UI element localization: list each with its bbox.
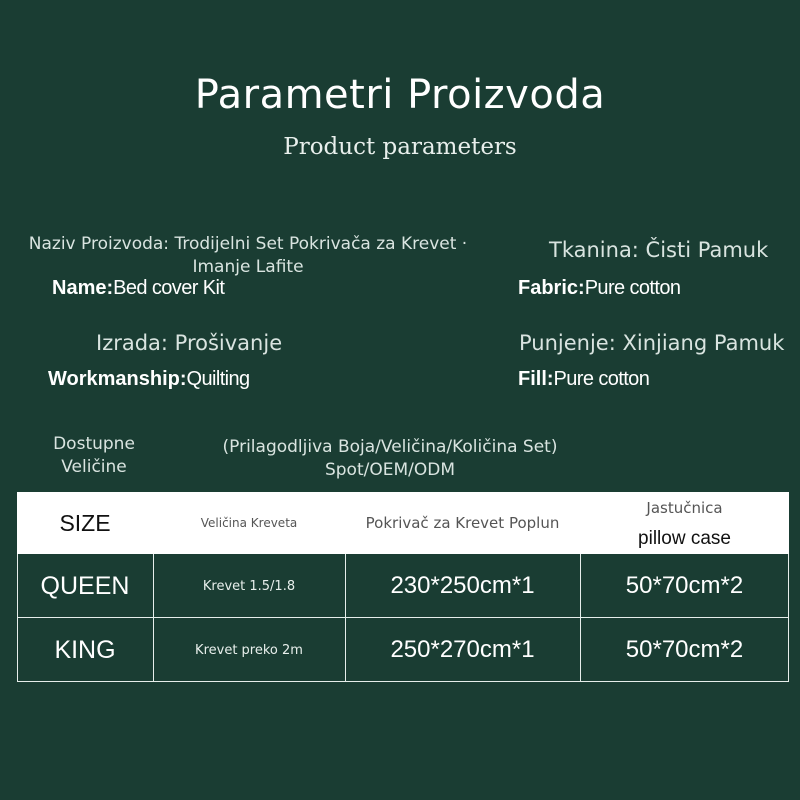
available-sizes-label: Dostupne Veličine bbox=[53, 434, 135, 477]
fill-label: Fill: bbox=[518, 368, 554, 390]
fill bbox=[518, 368, 649, 391]
table-divider bbox=[153, 554, 154, 682]
row-size: KING bbox=[54, 635, 116, 664]
workmanship bbox=[48, 368, 250, 391]
table-divider bbox=[345, 554, 346, 682]
workmanship-label: Workmanship: bbox=[48, 368, 187, 390]
table-border-right bbox=[788, 554, 789, 682]
fabric-local: Tkanina: Čisti Pamuk bbox=[549, 238, 769, 262]
page-subtitle: Product parameters bbox=[283, 134, 517, 160]
table-row-divider bbox=[17, 617, 789, 618]
name-value: Bed cover Kit bbox=[113, 277, 225, 299]
fabric-label: Fabric: bbox=[518, 277, 585, 299]
fabric-value: Pure cotton bbox=[584, 277, 681, 299]
page-title: Parametri Proizvoda bbox=[194, 72, 606, 118]
row-size: QUEEN bbox=[40, 571, 130, 600]
customization-note-line2: Spot/OEM/ODM bbox=[324, 460, 456, 480]
fabric bbox=[518, 277, 680, 300]
customization-note-line1: (Prilagodljiva Boja/Veličina/Količina Set) bbox=[222, 437, 558, 457]
header-pillow: pillow case bbox=[638, 528, 731, 549]
row-bed: Krevet 1.5/1.8 bbox=[202, 578, 296, 594]
row-cover: 230*250cm*1 bbox=[390, 572, 535, 599]
header-bed-size: Veličina Kreveta bbox=[200, 516, 298, 530]
row-pillow: 50*70cm*2 bbox=[625, 572, 744, 599]
workmanship-local: Izrada: Prošivanje bbox=[96, 331, 283, 355]
product-name-local: Naziv Proizvoda: Trodijelni Set Pokrivača za Krevet · Imanje Lafite bbox=[28, 234, 468, 277]
size-table bbox=[17, 492, 789, 682]
table-divider bbox=[580, 554, 581, 682]
header-size: SIZE bbox=[59, 509, 111, 536]
row-bed: Krevet preko 2m bbox=[195, 642, 303, 658]
row-pillow: 50*70cm*2 bbox=[625, 636, 744, 663]
name-label: Name: bbox=[52, 277, 114, 299]
table-row bbox=[17, 618, 789, 682]
workmanship-value: Quilting bbox=[186, 368, 250, 390]
fill-value: Pure cotton bbox=[553, 368, 650, 390]
table-border-left bbox=[17, 554, 18, 682]
table-header-row bbox=[17, 492, 789, 554]
header-cover: Pokrivač za Krevet Poplun bbox=[365, 514, 560, 532]
header-pillow-local: Jastučnica bbox=[646, 499, 723, 517]
row-cover: 250*270cm*1 bbox=[390, 636, 535, 663]
filling-local: Punjenje: Xinjiang Pamuk bbox=[519, 331, 785, 355]
table-border-bottom bbox=[17, 681, 789, 682]
customization-note bbox=[180, 436, 600, 482]
product-name bbox=[52, 277, 224, 300]
table-row bbox=[17, 554, 789, 618]
